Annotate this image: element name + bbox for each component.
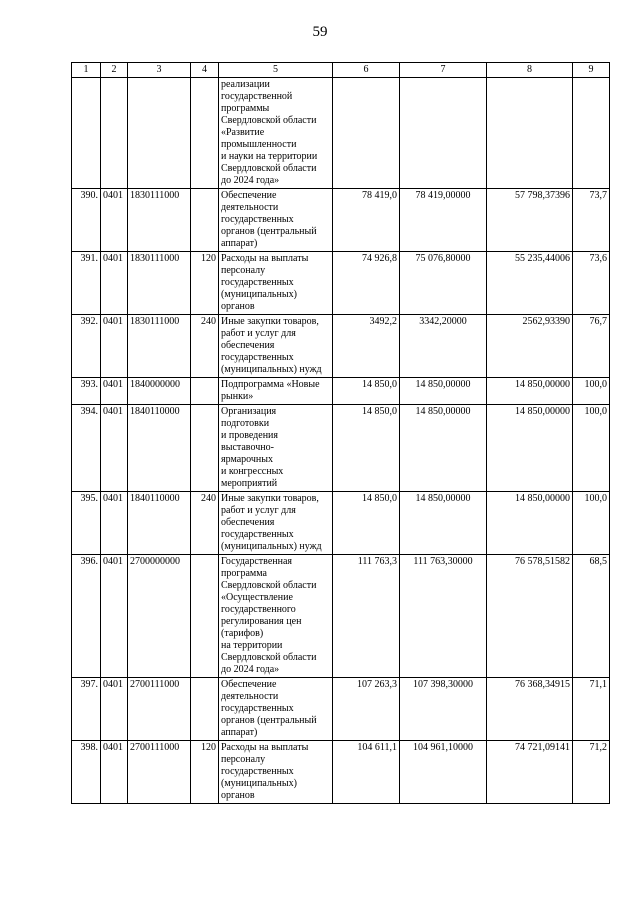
target-article-code-cell: 2700111000 (128, 741, 191, 804)
planned-amount-cell (400, 78, 487, 189)
row-number-cell: 395. (72, 492, 101, 555)
executed-amount-cell: 76 368,34915 (487, 678, 573, 741)
header-cell: 5 (219, 63, 333, 78)
approved-amount-cell: 14 850,0 (333, 492, 400, 555)
planned-amount-cell: 75 076,80000 (400, 252, 487, 315)
item-name-cell: Обеспечение деятельности государственных органов (центральный аппарат) (219, 189, 333, 252)
executed-amount-cell: 14 850,00000 (487, 378, 573, 405)
section-code-cell (101, 78, 128, 189)
execution-percent-cell: 100,0 (573, 405, 610, 492)
executed-amount-cell: 74 721,09141 (487, 741, 573, 804)
section-code-cell: 0401 (101, 492, 128, 555)
table-row (72, 678, 610, 741)
table-row (72, 378, 610, 405)
section-code-cell: 0401 (101, 741, 128, 804)
item-name-cell: Расходы на выплаты персоналу государственных (муниципальных) органов (219, 741, 333, 804)
header-cell: 6 (333, 63, 400, 78)
approved-amount-cell: 14 850,0 (333, 405, 400, 492)
section-code-cell: 0401 (101, 405, 128, 492)
expense-type-code-cell: 120 (191, 252, 219, 315)
approved-amount-cell: 107 263,3 (333, 678, 400, 741)
header-cell: 9 (573, 63, 610, 78)
row-number-cell: 397. (72, 678, 101, 741)
target-article-code-cell: 1840110000 (128, 492, 191, 555)
planned-amount-cell: 14 850,00000 (400, 492, 487, 555)
expense-type-code-cell (191, 405, 219, 492)
expense-type-code-cell (191, 78, 219, 189)
budget-table (71, 62, 610, 804)
table-header-row (72, 63, 610, 78)
execution-percent-cell: 73,6 (573, 252, 610, 315)
expense-type-code-cell (191, 555, 219, 678)
executed-amount-cell: 76 578,51582 (487, 555, 573, 678)
table-row (72, 78, 610, 189)
header-cell: 2 (101, 63, 128, 78)
header-cell: 1 (72, 63, 101, 78)
row-number-cell: 391. (72, 252, 101, 315)
expense-type-code-cell (191, 189, 219, 252)
header-cell: 8 (487, 63, 573, 78)
expense-type-code-cell: 120 (191, 741, 219, 804)
section-code-cell: 0401 (101, 555, 128, 678)
row-number-cell: 394. (72, 405, 101, 492)
expense-type-code-cell (191, 378, 219, 405)
header-cell: 3 (128, 63, 191, 78)
item-name-cell: Подпрограмма «Новые рынки» (219, 378, 333, 405)
executed-amount-cell: 14 850,00000 (487, 405, 573, 492)
item-name-cell: Иные закупки товаров, работ и услуг для обеспечения государственных (муниципальных) нужд (219, 492, 333, 555)
item-name-cell: Обеспечение деятельности государственных органов (центральный аппарат) (219, 678, 333, 741)
item-name-cell: Расходы на выплаты персоналу государственных (муниципальных) органов (219, 252, 333, 315)
planned-amount-cell: 3342,20000 (400, 315, 487, 378)
approved-amount-cell: 14 850,0 (333, 378, 400, 405)
section-code-cell: 0401 (101, 378, 128, 405)
approved-amount-cell: 104 611,1 (333, 741, 400, 804)
item-name-cell: реализации государственной программы Свердловской области «Развитие промышленности и науки на территории Свердловской области до 2024 года» (219, 78, 333, 189)
row-number-cell: 392. (72, 315, 101, 378)
approved-amount-cell: 78 419,0 (333, 189, 400, 252)
approved-amount-cell: 74 926,8 (333, 252, 400, 315)
target-article-code-cell: 1830111000 (128, 315, 191, 378)
section-code-cell: 0401 (101, 252, 128, 315)
header-cell: 7 (400, 63, 487, 78)
execution-percent-cell: 100,0 (573, 378, 610, 405)
row-number-cell: 398. (72, 741, 101, 804)
item-name-cell: Иные закупки товаров, работ и услуг для обеспечения государственных (муниципальных) нужд (219, 315, 333, 378)
planned-amount-cell: 78 419,00000 (400, 189, 487, 252)
planned-amount-cell: 111 763,30000 (400, 555, 487, 678)
execution-percent-cell: 73,7 (573, 189, 610, 252)
table-row (72, 405, 610, 492)
expense-type-code-cell (191, 678, 219, 741)
approved-amount-cell: 3492,2 (333, 315, 400, 378)
expense-type-code-cell: 240 (191, 315, 219, 378)
row-number-cell (72, 78, 101, 189)
row-number-cell: 390. (72, 189, 101, 252)
table-row (72, 189, 610, 252)
item-name-cell: Организация подготовки и проведения выставочно- ярмарочных и конгрессных мероприятий (219, 405, 333, 492)
executed-amount-cell (487, 78, 573, 189)
table-row (72, 252, 610, 315)
approved-amount-cell: 111 763,3 (333, 555, 400, 678)
table-body (72, 78, 610, 804)
table-row (72, 315, 610, 378)
execution-percent-cell: 100,0 (573, 492, 610, 555)
target-article-code-cell: 2700000000 (128, 555, 191, 678)
execution-percent-cell: 76,7 (573, 315, 610, 378)
table-row (72, 555, 610, 678)
target-article-code-cell: 1830111000 (128, 189, 191, 252)
target-article-code-cell: 1840110000 (128, 405, 191, 492)
row-number-cell: 396. (72, 555, 101, 678)
item-name-cell: Государственная программа Свердловской области «Осуществление государственного регулирования цен (тарифов) на территории Свердловской области до 2024 года» (219, 555, 333, 678)
page-number: 59 (312, 24, 328, 40)
target-article-code-cell: 1840000000 (128, 378, 191, 405)
table-row (72, 492, 610, 555)
execution-percent-cell (573, 78, 610, 189)
row-number-cell: 393. (72, 378, 101, 405)
planned-amount-cell: 107 398,30000 (400, 678, 487, 741)
execution-percent-cell: 71,2 (573, 741, 610, 804)
executed-amount-cell: 57 798,37396 (487, 189, 573, 252)
approved-amount-cell (333, 78, 400, 189)
target-article-code-cell: 2700111000 (128, 678, 191, 741)
executed-amount-cell: 14 850,00000 (487, 492, 573, 555)
execution-percent-cell: 71,1 (573, 678, 610, 741)
target-article-code-cell: 1830111000 (128, 252, 191, 315)
planned-amount-cell: 14 850,00000 (400, 378, 487, 405)
expense-type-code-cell: 240 (191, 492, 219, 555)
executed-amount-cell: 55 235,44006 (487, 252, 573, 315)
executed-amount-cell: 2562,93390 (487, 315, 573, 378)
execution-percent-cell: 68,5 (573, 555, 610, 678)
planned-amount-cell: 14 850,00000 (400, 405, 487, 492)
planned-amount-cell: 104 961,10000 (400, 741, 487, 804)
section-code-cell: 0401 (101, 189, 128, 252)
section-code-cell: 0401 (101, 315, 128, 378)
table-row (72, 741, 610, 804)
target-article-code-cell (128, 78, 191, 189)
section-code-cell: 0401 (101, 678, 128, 741)
header-cell: 4 (191, 63, 219, 78)
